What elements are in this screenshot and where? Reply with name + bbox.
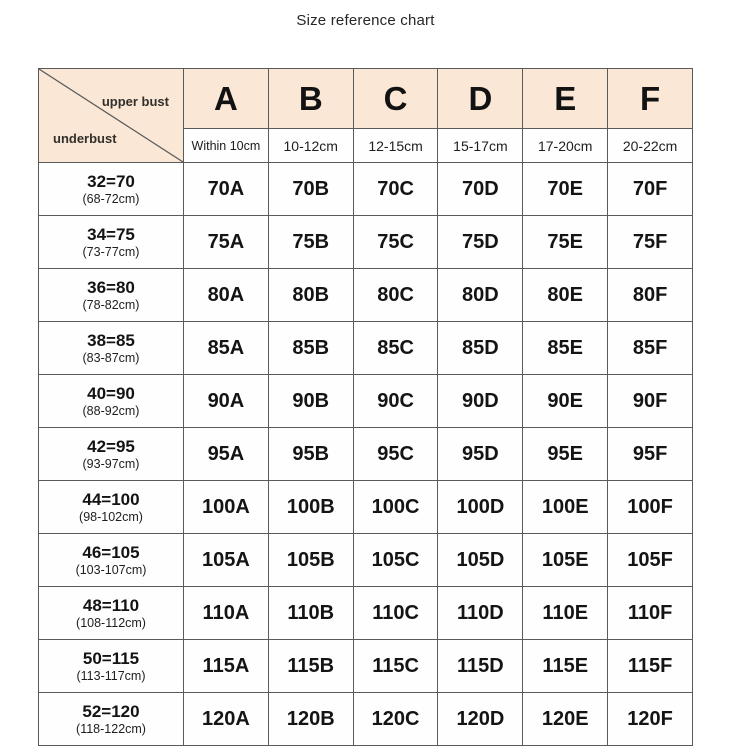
size-cell: 70C (353, 163, 438, 216)
size-cell: 85B (268, 322, 353, 375)
size-reference-table (38, 68, 693, 746)
size-cell: 90E (523, 375, 608, 428)
size-cell: 115C (353, 640, 438, 693)
underbust-size: 46=105 (82, 542, 140, 562)
cup-header-C: C (353, 69, 438, 129)
size-cell: 85A (184, 322, 269, 375)
row-header (39, 693, 184, 746)
underbust-size: 32=70 (87, 171, 135, 191)
size-cell: 115E (523, 640, 608, 693)
size-cell: 75A (184, 216, 269, 269)
size-cell: 110B (268, 587, 353, 640)
size-cell: 105A (184, 534, 269, 587)
size-cell: 120E (523, 693, 608, 746)
size-cell: 80F (608, 269, 693, 322)
size-cell: 120C (353, 693, 438, 746)
underbust-range: (68-72cm) (82, 192, 140, 207)
size-cell: 115B (268, 640, 353, 693)
size-cell: 85C (353, 322, 438, 375)
size-cell: 100B (268, 481, 353, 534)
size-cell: 100E (523, 481, 608, 534)
cup-header-F: F (608, 69, 693, 129)
size-cell: 90D (438, 375, 523, 428)
size-cell: 95B (268, 428, 353, 481)
size-cell: 75C (353, 216, 438, 269)
size-cell: 120F (608, 693, 693, 746)
underbust-size: 48=110 (82, 595, 140, 615)
size-cell: 120B (268, 693, 353, 746)
underbust-range: (93-97cm) (82, 457, 140, 472)
table-body (39, 163, 693, 746)
underbust-range: (108-112cm) (76, 616, 146, 631)
size-cell: 85E (523, 322, 608, 375)
underbust-range: (113-117cm) (76, 669, 146, 684)
cup-header-E: E (523, 69, 608, 129)
table-row (39, 322, 693, 375)
size-cell: 95C (353, 428, 438, 481)
corner-cell (39, 69, 184, 163)
underbust-label: underbust (53, 131, 117, 146)
size-cell: 70B (268, 163, 353, 216)
size-cell: 80D (438, 269, 523, 322)
diff-header-A: Within 10cm (184, 129, 269, 163)
underbust-range: (78-82cm) (82, 298, 140, 313)
row-header (39, 587, 184, 640)
underbust-size: 40=90 (87, 383, 135, 403)
size-cell: 110D (438, 587, 523, 640)
table-row (39, 481, 693, 534)
size-cell: 95F (608, 428, 693, 481)
size-cell: 95E (523, 428, 608, 481)
size-cell: 70D (438, 163, 523, 216)
row-header (39, 322, 184, 375)
size-cell: 110E (523, 587, 608, 640)
size-cell: 105F (608, 534, 693, 587)
row-header (39, 534, 184, 587)
table-row (39, 534, 693, 587)
diff-header-E: 17-20cm (523, 129, 608, 163)
table-row (39, 587, 693, 640)
size-cell: 120A (184, 693, 269, 746)
size-cell: 120D (438, 693, 523, 746)
cup-header-B: B (268, 69, 353, 129)
table-row (39, 693, 693, 746)
table-row (39, 216, 693, 269)
table-row (39, 375, 693, 428)
row-header (39, 640, 184, 693)
size-cell: 80A (184, 269, 269, 322)
size-cell: 90A (184, 375, 269, 428)
diff-header-F: 20-22cm (608, 129, 693, 163)
size-cell: 80B (268, 269, 353, 322)
underbust-size: 34=75 (87, 224, 135, 244)
row-header (39, 216, 184, 269)
size-cell: 95A (184, 428, 269, 481)
size-cell: 110F (608, 587, 693, 640)
row-header (39, 375, 184, 428)
size-cell: 75B (268, 216, 353, 269)
underbust-size: 36=80 (87, 277, 135, 297)
row-header (39, 428, 184, 481)
underbust-size: 50=115 (82, 648, 140, 668)
table-row (39, 640, 693, 693)
size-cell: 115D (438, 640, 523, 693)
size-cell: 75E (523, 216, 608, 269)
size-cell: 115F (608, 640, 693, 693)
diff-header-D: 15-17cm (438, 129, 523, 163)
row-header (39, 269, 184, 322)
size-cell: 70F (608, 163, 693, 216)
size-cell: 100D (438, 481, 523, 534)
underbust-range: (98-102cm) (79, 510, 143, 525)
size-cell: 80C (353, 269, 438, 322)
table-row (39, 269, 693, 322)
underbust-range: (88-92cm) (82, 404, 140, 419)
size-cell: 75F (608, 216, 693, 269)
cup-header-row (39, 69, 693, 129)
underbust-size: 42=95 (87, 436, 135, 456)
size-cell: 85F (608, 322, 693, 375)
underbust-size: 38=85 (87, 330, 135, 350)
size-cell: 85D (438, 322, 523, 375)
size-cell: 105B (268, 534, 353, 587)
underbust-size: 52=120 (82, 701, 140, 721)
size-cell: 105D (438, 534, 523, 587)
underbust-range: (103-107cm) (75, 563, 147, 578)
size-cell: 110A (184, 587, 269, 640)
size-cell: 95D (438, 428, 523, 481)
underbust-size: 44=100 (82, 489, 140, 509)
size-cell: 115A (184, 640, 269, 693)
table-header (39, 69, 693, 163)
size-cell: 90C (353, 375, 438, 428)
size-cell: 105C (353, 534, 438, 587)
cup-header-D: D (438, 69, 523, 129)
size-cell: 90F (608, 375, 693, 428)
size-cell: 75D (438, 216, 523, 269)
diagonal-divider (39, 69, 183, 162)
table-row (39, 428, 693, 481)
upper-bust-label: upper bust (101, 94, 169, 109)
cup-header-A: A (184, 69, 269, 129)
size-cell: 90B (268, 375, 353, 428)
underbust-range: (73-77cm) (82, 245, 140, 260)
underbust-range: (83-87cm) (82, 351, 140, 366)
size-cell: 100C (353, 481, 438, 534)
size-cell: 70A (184, 163, 269, 216)
diff-header-B: 10-12cm (268, 129, 353, 163)
underbust-range: (118-122cm) (76, 722, 146, 737)
size-cell: 80E (523, 269, 608, 322)
diff-header-C: 12-15cm (353, 129, 438, 163)
size-cell: 100F (608, 481, 693, 534)
table-row (39, 163, 693, 216)
row-header (39, 163, 184, 216)
size-cell: 100A (184, 481, 269, 534)
size-cell: 105E (523, 534, 608, 587)
row-header (39, 481, 184, 534)
page-title: Size reference chart (296, 12, 435, 29)
size-cell: 110C (353, 587, 438, 640)
size-cell: 70E (523, 163, 608, 216)
